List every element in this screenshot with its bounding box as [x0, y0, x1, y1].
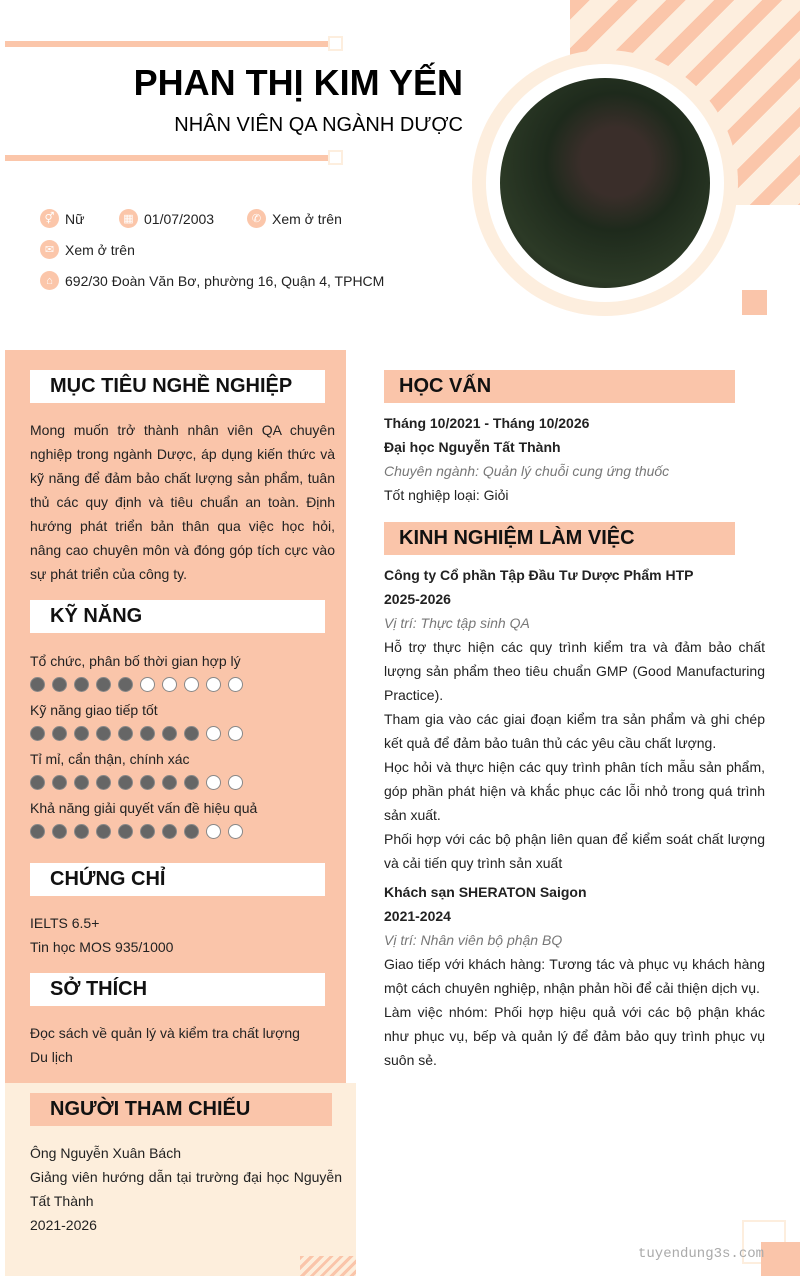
rating-dot — [206, 824, 221, 839]
contact-address — [40, 271, 384, 290]
certificate-item: IELTS 6.5+ — [30, 915, 100, 931]
contact-phone — [247, 209, 342, 228]
watermark: tuyendung3s.com — [638, 1246, 765, 1262]
rating-dot — [184, 775, 199, 790]
education-school: Đại học Nguyễn Tất Thành — [384, 439, 561, 455]
reference-heading: NGƯỜI THAM CHIẾU — [30, 1093, 332, 1126]
skill-item — [30, 698, 335, 741]
rating-dot — [206, 677, 221, 692]
objective-heading: MỤC TIÊU NGHỀ NGHIỆP — [30, 370, 325, 403]
rating-dot — [74, 677, 89, 692]
decor-square — [761, 1242, 800, 1276]
rating-dot — [162, 726, 177, 741]
rating-dot — [118, 677, 133, 692]
skill-name: Tỉ mỉ, cẩn thận, chính xác — [30, 751, 190, 767]
reference-role: Giảng viên hướng dẫn tại trường đại học Nguyễn Tất Thành — [30, 1169, 342, 1209]
skill-name: Khả năng giải quyết vấn đề hiệu quả — [30, 800, 258, 816]
job-entry — [384, 563, 765, 875]
calendar-icon: ▦ — [119, 209, 138, 228]
dob-value: 01/07/2003 — [144, 210, 215, 227]
objective-text: Mong muốn trở thành nhân viên QA chuyên nghiệp trong ngành Dược, áp dụng kiến thức và kỹ năng để đảm bảo chất lượng sản phẩm, tuân thủ các quy định và tiêu chuẩn an toàn. Định hướng phát triển bản thân qua việc học hỏi, nâng cao chuyên môn và đóng góp tích cực vào sự phát triển của công ty. — [30, 422, 335, 582]
rating-dot — [30, 824, 45, 839]
gender-icon: ⚥ — [40, 209, 59, 228]
rating-dot — [96, 726, 111, 741]
phone-value: Xem ở trên — [272, 210, 342, 227]
skill-item — [30, 649, 335, 692]
rating-dot — [52, 775, 67, 790]
email-value: Xem ở trên — [65, 241, 135, 258]
decor-line — [5, 155, 330, 161]
education-entry — [384, 411, 765, 507]
hobbies-list — [30, 1021, 300, 1069]
contact-email — [40, 240, 135, 259]
rating-dot — [184, 726, 199, 741]
rating-dot — [162, 775, 177, 790]
rating-dot — [140, 677, 155, 692]
rating-dot — [96, 775, 111, 790]
rating-dot — [206, 726, 221, 741]
education-period: Tháng 10/2021 - Tháng 10/2026 — [384, 415, 590, 431]
job-detail: Phối hợp với các bộ phận liên quan để kiểm soát chất lượng và cải tiến quy trình sản xuất — [384, 831, 765, 871]
contact-gender — [40, 209, 84, 228]
experience-heading: KINH NGHIỆM LÀM VIỆC — [384, 522, 735, 555]
job-position: Vị trí: Nhân viên bộ phận BQ — [384, 932, 563, 948]
skill-item — [30, 796, 335, 839]
job-period: 2021-2024 — [384, 908, 451, 924]
job-detail: Làm việc nhóm: Phối hợp hiệu quả với các bộ phận khác như phục vụ, bếp và quản lý để đảm bảo quy trình phục vụ suôn sẻ. — [384, 1004, 765, 1068]
skill-name: Kỹ năng giao tiếp tốt — [30, 702, 158, 718]
rating-dot — [52, 726, 67, 741]
rating-dot — [52, 677, 67, 692]
rating-dot — [30, 726, 45, 741]
skill-rating — [30, 726, 335, 741]
skill-item — [30, 747, 335, 790]
decor-square — [328, 150, 343, 165]
decor-square — [328, 36, 343, 51]
rating-dot — [74, 824, 89, 839]
job-period: 2025-2026 — [384, 591, 451, 607]
rating-dot — [228, 677, 243, 692]
email-icon: ✉ — [40, 240, 59, 259]
job-company: Khách sạn SHERATON Saigon — [384, 884, 587, 900]
reference-name: Ông Nguyễn Xuân Bách — [30, 1145, 181, 1161]
rating-dot — [184, 677, 199, 692]
rating-dot — [162, 824, 177, 839]
hobbies-heading: SỞ THÍCH — [30, 973, 325, 1006]
phone-icon: ✆ — [247, 209, 266, 228]
rating-dot — [228, 775, 243, 790]
rating-dot — [96, 677, 111, 692]
certificates-heading: CHỨNG CHỈ — [30, 863, 325, 896]
job-position: Vị trí: Thực tập sinh QA — [384, 615, 530, 631]
skill-rating — [30, 775, 335, 790]
skill-rating — [30, 824, 335, 839]
skill-rating — [30, 677, 335, 692]
rating-dot — [118, 775, 133, 790]
rating-dot — [74, 775, 89, 790]
job-detail: Tham gia vào các giai đoạn kiểm tra sản phẩm và ghi chép kết quả để đảm bảo tuân thủ các yêu cầu chất lượng. — [384, 711, 765, 751]
address-value: 692/30 Đoàn Văn Bơ, phường 16, Quận 4, TPHCM — [65, 272, 385, 289]
rating-dot — [228, 726, 243, 741]
avatar-photo — [500, 78, 710, 288]
rating-dot — [30, 677, 45, 692]
job-entry — [384, 880, 765, 1072]
skill-name: Tổ chức, phân bố thời gian hợp lý — [30, 653, 241, 669]
rating-dot — [30, 775, 45, 790]
contact-dob — [119, 209, 214, 228]
rating-dot — [118, 726, 133, 741]
decor-line — [5, 41, 330, 47]
experience-list — [384, 563, 765, 1077]
job-company: Công ty Cổ phần Tập Đầu Tư Dược Phẩm HTP — [384, 567, 694, 583]
hobby-item: Đọc sách về quản lý và kiểm tra chất lượng — [30, 1025, 300, 1041]
rating-dot — [140, 775, 155, 790]
education-grade: Tốt nghiệp loại: Giỏi — [384, 487, 509, 503]
rating-dot — [96, 824, 111, 839]
decor-stripes — [300, 1256, 356, 1276]
education-heading: HỌC VẤN — [384, 370, 735, 403]
job-title: NHÂN VIÊN QA NGÀNH DƯỢC — [174, 114, 463, 136]
rating-dot — [140, 726, 155, 741]
job-detail: Học hỏi và thực hiện các quy trình phân tích mẫu sản phẩm, góp phần phát hiện và khắc phục các lỗi nhỏ trong quá trình sản xuất. — [384, 759, 765, 823]
rating-dot — [228, 824, 243, 839]
certificate-item: Tin học MOS 935/1000 — [30, 939, 174, 955]
skills-list — [30, 649, 335, 845]
gender-value: Nữ — [65, 210, 85, 227]
reference-info — [30, 1141, 342, 1237]
home-icon: ⌂ — [40, 271, 59, 290]
candidate-name: PHAN THỊ KIM YẾN — [133, 62, 463, 103]
rating-dot — [140, 824, 155, 839]
decor-square — [742, 290, 767, 315]
rating-dot — [52, 824, 67, 839]
reference-period: 2021-2026 — [30, 1217, 97, 1233]
job-detail: Giao tiếp với khách hàng: Tương tác và phục vụ khách hàng một cách chuyên nghiệp, nhận phản hồi để cải thiện dịch vụ. — [384, 956, 765, 996]
job-detail: Hỗ trợ thực hiện các quy trình kiểm tra và đảm bảo chất lượng sản phẩm theo tiêu chuẩn GMP (Good Manufacturing Practice). — [384, 639, 765, 703]
rating-dot — [184, 824, 199, 839]
certificates-list — [30, 911, 173, 959]
hobby-item: Du lịch — [30, 1049, 73, 1065]
rating-dot — [118, 824, 133, 839]
rating-dot — [162, 677, 177, 692]
rating-dot — [74, 726, 89, 741]
skills-heading: KỸ NĂNG — [30, 600, 325, 633]
rating-dot — [206, 775, 221, 790]
education-major: Chuyên ngành: Quản lý chuỗi cung ứng thuốc — [384, 463, 670, 479]
